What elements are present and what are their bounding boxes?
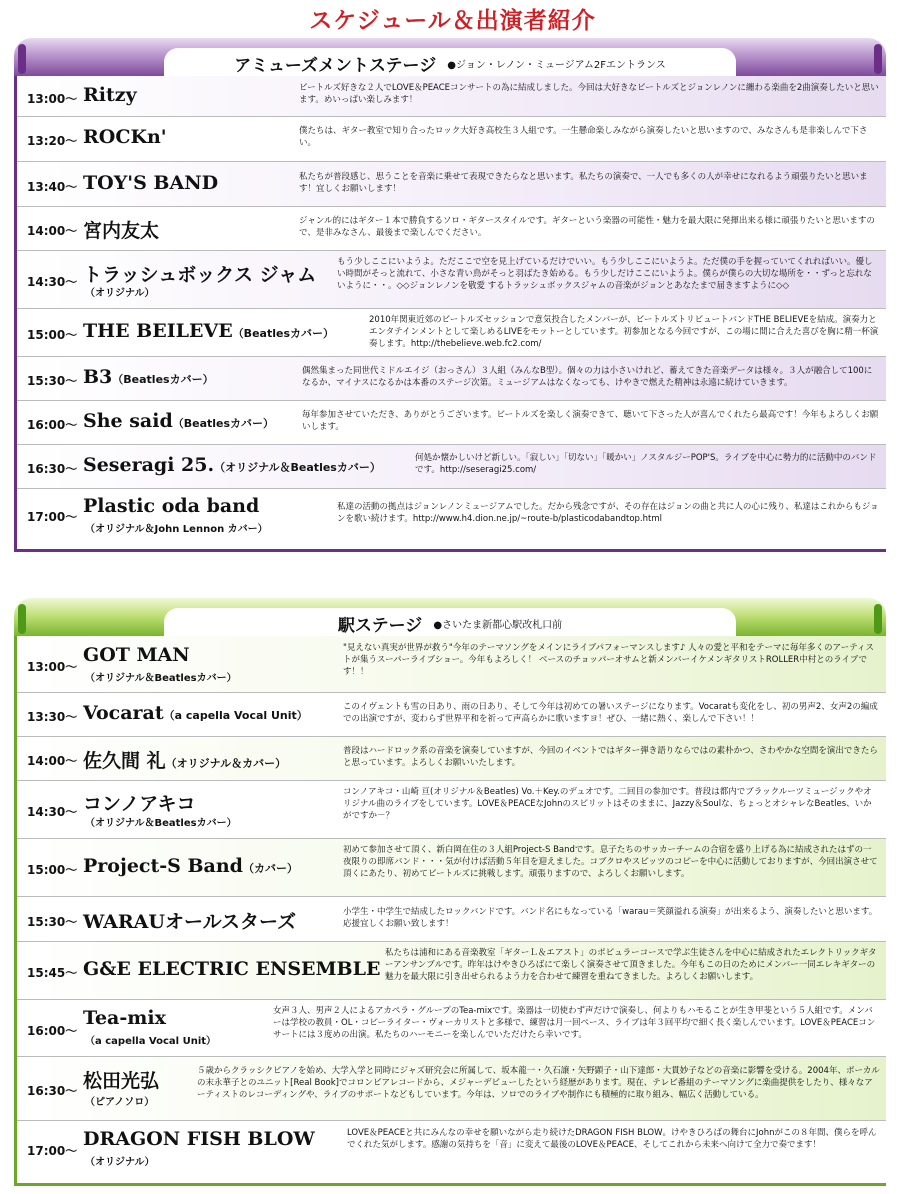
band-name: 宮内友太 [83,220,160,242]
band-name: Project-S Band（カバー） [83,855,298,877]
schedule-row [17,309,886,357]
band-description: ５歳からクラッシクピアノを始め、大学入学と同時にジャズ研究会に所属して、坂本龍一・久石譲・矢野顕子・山下達郎・大貫妙子などの音楽に影響を受ける。2004年、ボーカルの末永華子とのユニット[Real Book]でコロンビアレコードから、メジャーデビューしたという経歴があります。現在、テレビ番組のテーマソングに楽曲提供をしたり、様々なアーティストのレコーディングや、ライブのサポートなどもしています。今年は、ソロでのライブや制作にも積極的に取り組み、幅広く活動している。 [197,1066,880,1100]
schedule-row [17,897,886,942]
time: 16:30～ [27,1084,78,1098]
schedule-row [17,357,886,401]
band-name: THE BEILEVE（Beatlesカバー） [83,320,334,342]
time: 16:00～ [27,418,78,432]
band-note: （オリジナル＆Beatlesカバー） [85,673,237,684]
band-description: ビートルズ好きな２人でLOVE＆PEACEコンサートの為に結成しました。今回は大好きなビートルズとジョンレノンに纏わる楽曲を2曲演奏したいと思います。めいっぱい楽しみます！ [299,83,879,105]
time: 13:30～ [27,710,78,724]
time: 13:20～ [27,134,78,148]
time: 15:00～ [27,328,78,342]
section-footer [14,543,886,552]
header-left-cap [18,604,26,634]
time: 14:30～ [27,805,78,819]
band-name: Ritzy [83,84,137,106]
band-name: WARAUオールスターズ [83,911,297,933]
band-description: 小学生・中学生で結成したロックバンドです。バンド名にもなっている「warau＝笑顔溢れる演奏」が出来るよう、演奏したいと思います。応援宜しくお願い致します！ [343,907,878,929]
schedule-row [17,781,886,839]
band-description: "見えない真実が世界が救う"今年のテーマソングをメインにライブパフォーマンスします♪ 人々の愛と平和をテーマに毎年多くのアーティストが集うスーパーライブショー。今年もよろしく！ ベースのチョッパーオサムと新メンバーイケメンギタリストROLLER中村とのライブです！！ [343,643,875,677]
stage-location: ●ジョン・レノン・ミュージアム2Fエントランス [447,60,666,71]
header-right-cap [874,44,882,74]
schedule-row [17,445,886,489]
schedule-list [14,76,886,543]
band-description: 毎年参加させていただき、ありがとうございます。ビートルズを楽しく演奏できて、聴いて下さった人が喜んでくれたら最高です！今年もよろしくお願いします。 [302,410,879,432]
band-name: 佐久間 礼（オリジナル＆カバー） [83,750,287,772]
band-note: （オリジナル） [85,288,155,299]
band-description: もう少しここにいようよ。ただここで空を見上げているだけでいい。もう少しここにいようよ。ただ僕の手を握っていてくれればいい。優しい時間がそっと流れて、小さな青い鳥がそっと羽ばたき始める。もう少しだけここにいようよ。僕らが僕らの大切な場所を・・ずっと忘れないように・・。◇◇ジョンレノンを敬愛 するトラッシュボックスジャムの音楽がジョンとあなたまで届きますように◇◇ [337,257,873,291]
time: 16:00～ [27,1024,78,1038]
schedule-row [17,401,886,445]
band-description: ジャンル的にはギター１本で勝負するソロ・ギタースタイルです。ギターという楽器の可能性・魅力を最大限に発揮出来る様に頑張りたいと思いますので、是非みなさん、最後まで楽しんでください。 [299,216,875,238]
time: 13:00～ [27,660,78,674]
schedule-row [17,1121,886,1177]
band-name: She said（Beatlesカバー） [83,410,275,432]
time: 14:00～ [27,224,78,238]
band-note: （オリジナル） [85,1157,155,1168]
band-description: 私たちが普段感じ、思うことを音楽に乗せて表現できたらなと思います。私たちの演奏で、一人でも多くの人が幸せになれるよう頑張りたいと思います！宜しくお願いします！ [299,172,868,194]
band-description: 初めて参加させて頂く、新白岡在住の３人組Project-S Bandです。息子たちのサッカーチームの合宿を盛り上げる為に結成されたはずの一夜限りの即席バンド・・・気が付けば活動５年目を迎えました。コブクロやスピッツのコピーを中心に活動しておりますが、今回出演させて頂くにあたり、初めてビートルズに挑戦します。頑張りますので、よろしくお願いします。 [343,845,878,879]
band-description: 何処か懐かしいけど新しい。「寂しい」「切ない」「暖かい」ノスタルジーPOP'S。ライブを中心に勢力的に活動中のバンドです。http://seseragi25.com/ [415,453,877,475]
stage-header [14,38,886,76]
stage-location: ●さいたま新都心駅改札口前 [433,620,563,631]
schedule-list [14,636,886,1177]
band-name: G&E ELECTRIC ENSEMBLE [83,958,381,980]
schedule-row [17,162,886,207]
amusement-stage-section [14,38,886,552]
band-note: （a capella Vocal Unit） [85,1036,217,1047]
time: 14:30～ [27,275,78,289]
band-description: 普段はハードロック系の音楽を演奏していますが、今回のイベントではギター弾き語りならではの素朴かつ、さわやかな空間を演出できたらと思っています。よろしくお願いいたします。 [343,746,878,768]
band-name: B3（Beatlesカバー） [83,366,214,388]
band-note: （オリジナル＆Beatlesカバー） [85,818,237,829]
schedule-row [17,117,886,162]
band-description: 偶然集まった同世代ミドルエイジ（おっさん）３人組（みんなB型）。個々の力は小さいけれど、蓄えてきた音楽データは様々。３人が融合して100になるか、マイナスになるかは本番のステージ次第。ミュージアムはなくなっても、けやきで燃えた精神は永遠に続けていきます。 [302,366,873,388]
time: 15:00～ [27,863,78,877]
schedule-row [17,636,886,693]
schedule-row [17,942,886,1000]
band-description: コンノアキコ・山崎 亘(オリジナル＆Beatles) Vo.＋Key.のデュオです。二回目の参加です。普段は都内でブラックルーツミュージックやオリジナル曲のライブをしています。LOVE＆PEACEなJohnのスピリットはそのままに、Jazzy＆Soulな、ちょっとオシャレなBeatles、いかがですか－？ [343,787,872,821]
header-left-cap [18,44,26,74]
stage-header [14,598,886,636]
schedule-row [17,1000,886,1057]
band-note: （ピアノソロ） [85,1097,155,1108]
time: 13:40～ [27,180,78,194]
time: 16:30～ [27,462,78,476]
page-title: スケジュール＆出演者紹介 [309,7,596,34]
band-name: GOT MAN [83,644,190,666]
time: 17:00～ [27,510,78,524]
band-name: コンノアキコ [83,793,196,815]
stage-name: 駅ステージ [337,616,423,636]
band-description: このイヴェントも雪の日あり、雨の日あり、そして今年は初めての暑いステージになります。Vocaratも変化をし、初の男声2、女声2の編成での出演ですが、変わらず世界平和を祈って声高らかに歌いますヨ！ぜひ、一緒に熱く、楽しんで下さい！！ [343,702,878,724]
time: 17:00～ [27,1144,78,1158]
schedule-row [17,693,886,737]
band-name: Tea-mix [83,1007,166,1029]
band-name: Plastic oda band [83,495,260,517]
time: 15:30～ [27,915,78,929]
header-right-cap [874,604,882,634]
band-description: 私達の活動の拠点はジョンレノンミュージアムでした。だから残念ですが、その存在はジョンの曲と共に人の心に残り、私達はこれからもジョンを歌い続けます。http://www.h4.dion.ne.jp/~route-b/plasticodabandtop.html [337,502,879,524]
band-name: Vocarat（a capella Vocal Unit） [83,702,308,724]
band-name: ROCKn' [83,126,167,148]
band-description: 私たちは浦和にある音楽教室「ギターＬ＆エアスト」のポピュラーコースで学ぶ生徒さんを中心に結成されたエレクトリックギターアンサンブルです。昨年はけやきひろばにて楽しく演奏させて頂きました。今年もこの日のためにメンバー一同エレキギターの魅力を最大限に引き出せられるよう力を合わせて練習を重ねてきました。よろしくお願いします。 [385,948,877,982]
band-name: DRAGON FISH BLOW [83,1128,315,1150]
stage-name: アミューズメントステージ [234,56,437,76]
schedule-row [17,839,886,897]
section-footer [14,1177,886,1186]
band-description: LOVE＆PEACEと共にみんなの幸せを願いながら走り続けたDRAGON FISH BLOW。けやきひろばの舞台にJohnがこの８年間、僕らを呼んでくれた気がします。感謝の気持ちを「音」に変えて最後のLOVE＆PEACE、そしてこれから未来へ向けて全力で奏でます！ [347,1128,877,1150]
time: 15:45～ [27,966,78,980]
schedule-row [17,489,886,543]
time: 14:00～ [27,754,78,768]
schedule-row [17,207,886,251]
time: 15:30～ [27,374,78,388]
band-name: トラッシュボックス ジャム [83,264,317,286]
band-description: 2010年関東近郊のビートルズセッションで意気投合したメンバーが、ビートルズトリビュートバンドTHE BELIEVEを結成。演奏力とエンタテインメントとして楽しめるLIVEをモットーとしています。初参加となる今回ですが、この場に間に合えた喜びを胸に精一杯演奏します。http://thebelieve.web.fc2.com/ [369,315,879,349]
schedule-row [17,76,886,117]
time: 13:00～ [27,92,78,106]
band-description: 女声３人、男声２人によるアカペラ・グループのTea-mixです。楽器は一切使わず声だけで演奏し、何よりもハモることが生き甲斐という５人組です。メンバーは学校の教員・OL・コピーライター・ヴォーカリストと多様で、練習は月一回ペース、ライブは年３回平均で細く長く楽しんでいます。LOVE＆PEACEコンサートには３度めの出演。私たちのハーモニーを楽しんでいただけたら幸いです。 [273,1006,876,1040]
band-description: 僕たちは、ギター教室で知り合ったロック大好き高校生３人組です。一生懸命楽しみながら演奏したいと思いますので、みなさんも是非楽しんで下さい。 [299,126,868,148]
schedule-row [17,737,886,781]
schedule-row [17,1057,886,1121]
band-note: （オリジナル＆John Lennon カバー） [85,524,268,535]
band-name: 松田光弘 [83,1070,160,1092]
band-name: Seseragi 25.（オリジナル＆Beatlesカバー） [83,454,381,476]
band-name: TOY'S BAND [83,172,219,194]
schedule-row [17,251,886,309]
station-stage-section [14,598,886,1186]
